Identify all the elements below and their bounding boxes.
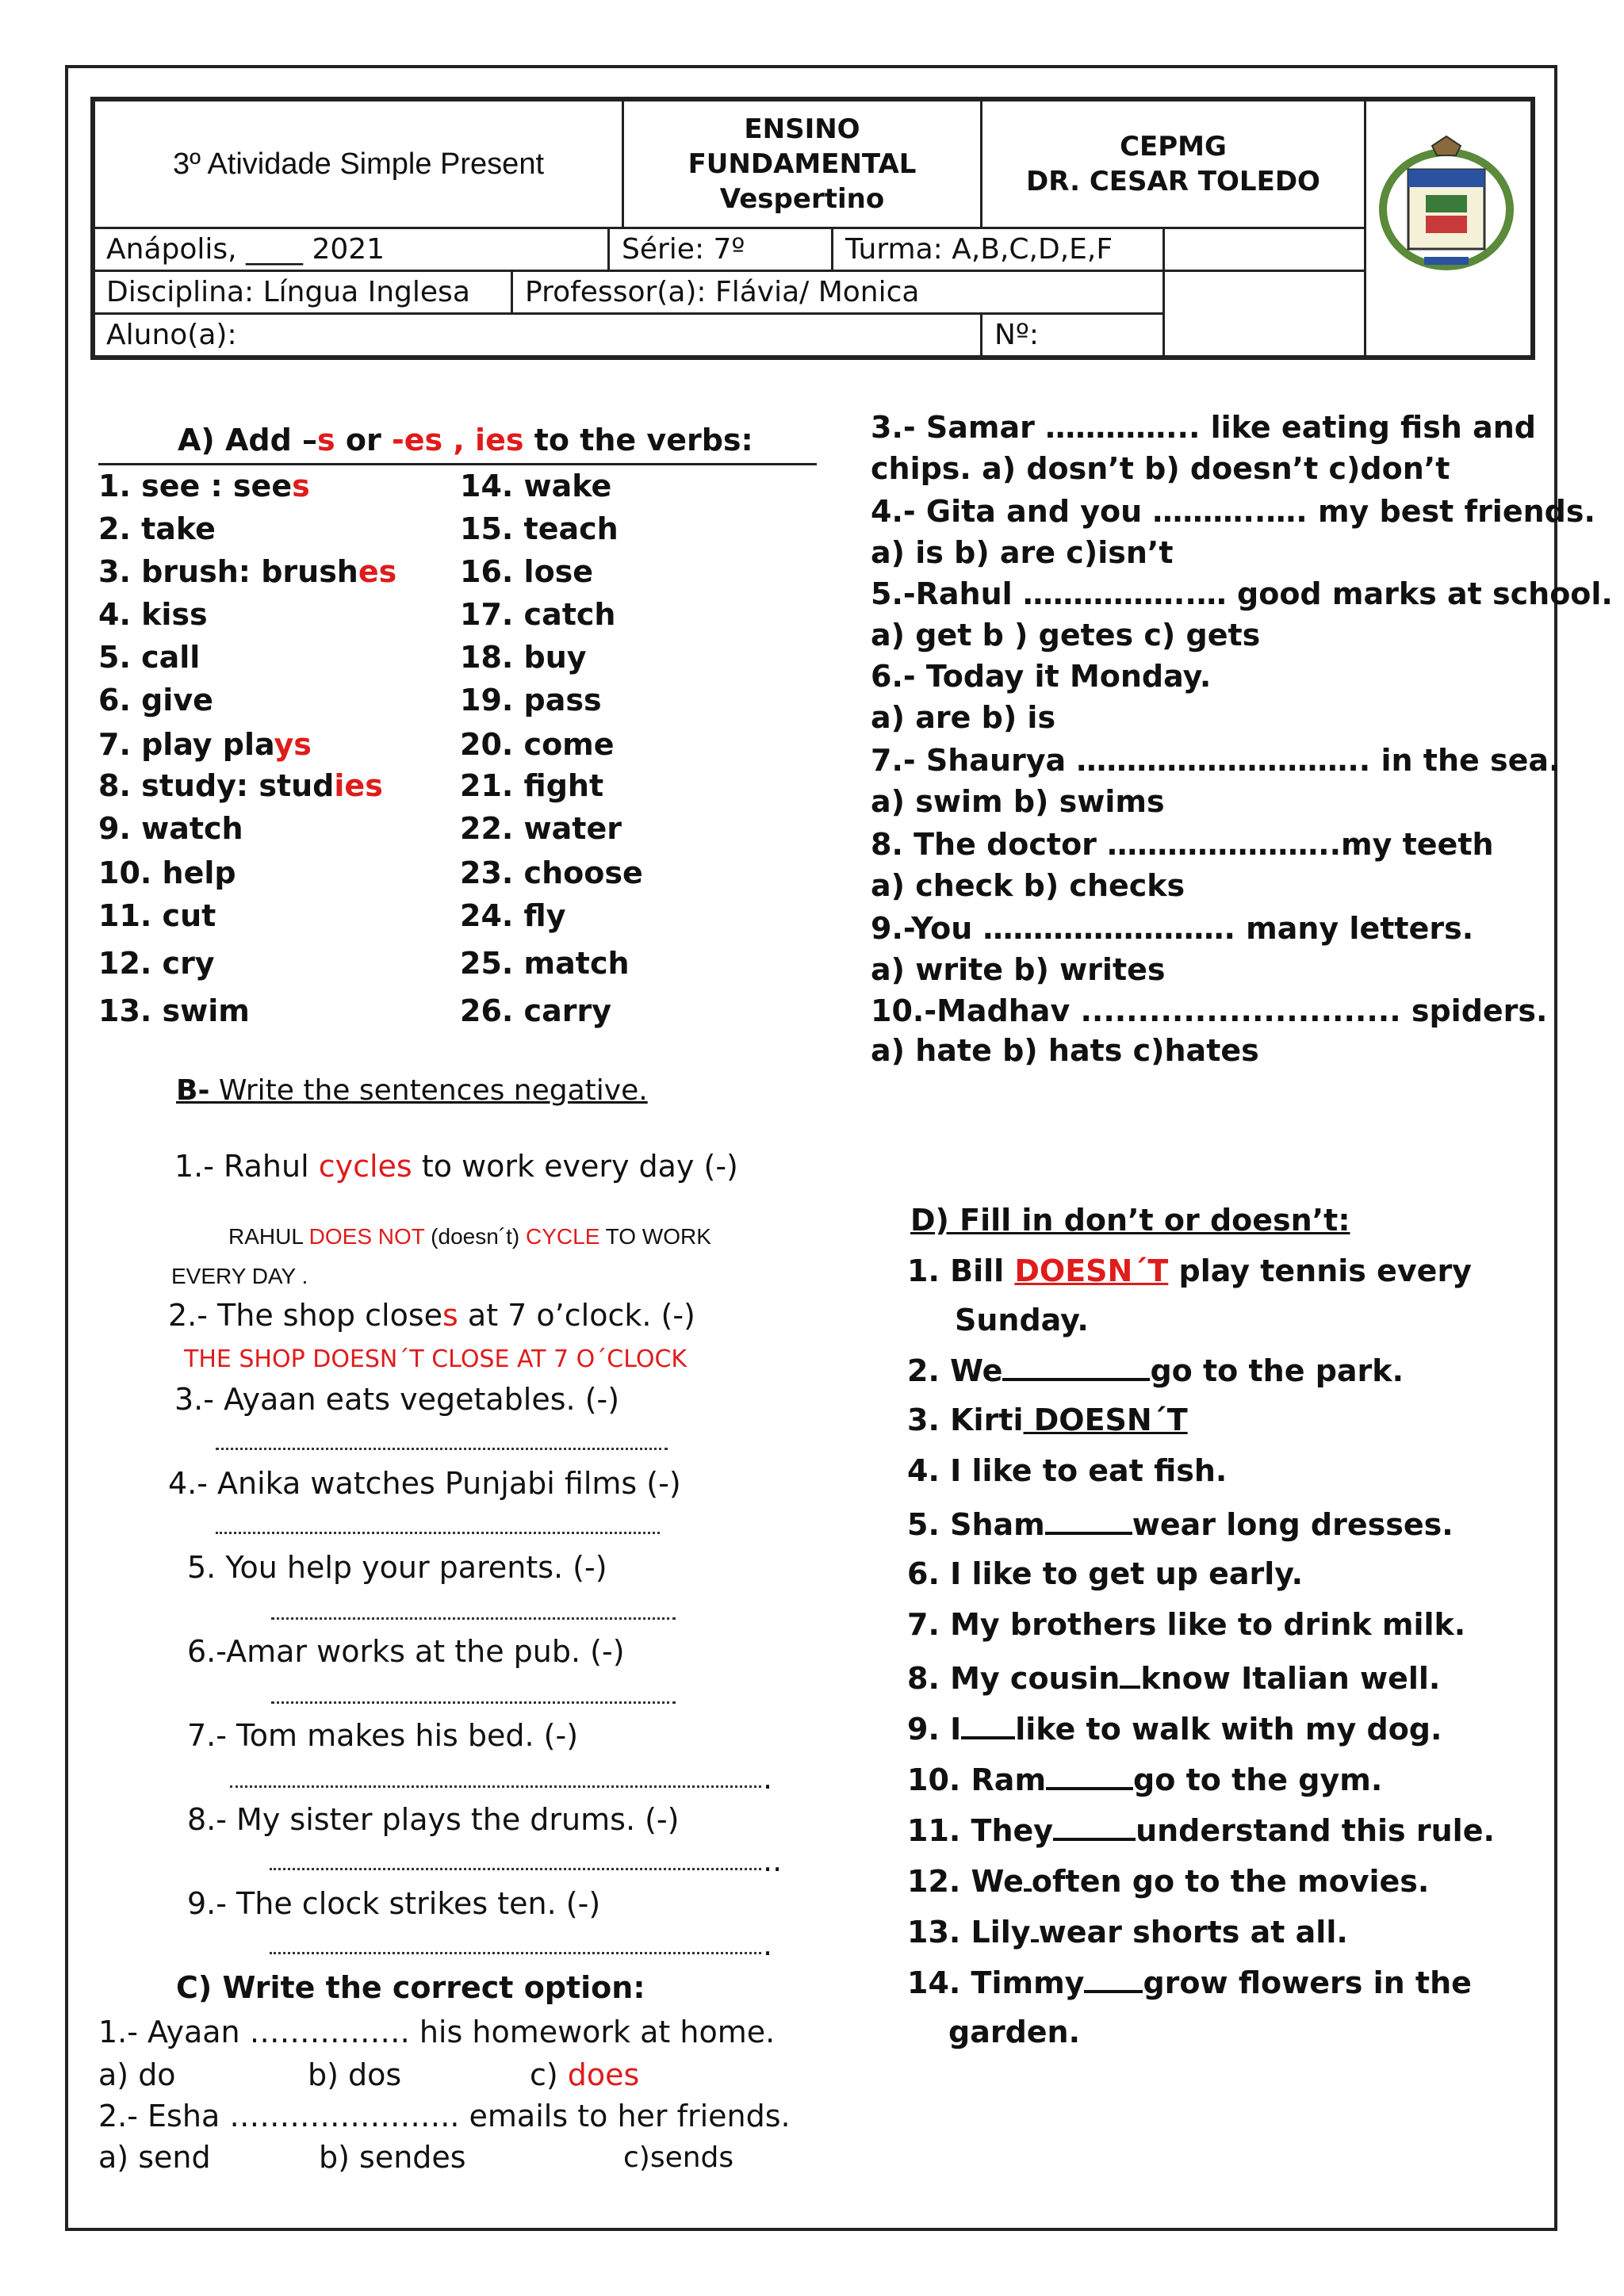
b-question-1: 1.- Rahul cycles to work every day (-) [174, 1149, 738, 1184]
verb-item: 13. swim [98, 993, 250, 1028]
verb-item: 15. teach [460, 511, 619, 546]
c-question-5: 5.-Rahul ……………..… good marks at school. [871, 576, 1613, 611]
d-item-14-line2: garden. [948, 2015, 1081, 2049]
b-answer-1-line2: EVERY DAY . [171, 1264, 308, 1288]
level-line-2: FUNDAMENTAL [688, 148, 917, 180]
verb-item: 26. carry [460, 993, 611, 1028]
verb-item: 21. fight [460, 768, 604, 803]
d-item-13: 13. Lily wear shorts at all. [907, 1915, 1348, 1950]
verb-item: 14. wake [460, 469, 612, 503]
b-answer-4-line[interactable] [216, 1532, 660, 1534]
disciplina: Disciplina: Língua Inglesa [106, 276, 470, 308]
verb-item: 11. cut [98, 898, 216, 933]
b-question-8: 8.- My sister plays the drums. (-) [187, 1802, 680, 1837]
header-table [90, 97, 1535, 360]
verb-item: 3. brush: brushes [98, 554, 397, 589]
answer-blank[interactable] [1024, 1865, 1032, 1892]
verb-item: 22. water [460, 811, 622, 846]
verb-item: 20. come [460, 727, 615, 762]
d-item-8: 8. My cousin know Italian well. [907, 1661, 1441, 1696]
b-answer-8-line[interactable] [270, 1868, 761, 1870]
answer-blank[interactable] [1031, 1915, 1039, 1942]
section-a-title: A) Add –s or -es , ies to the verbs: [178, 423, 753, 457]
d-item-10: 10. Ram go to the gym. [907, 1762, 1383, 1797]
level-line-3: Vespertino [719, 183, 885, 215]
c-q1-option-a[interactable]: a) do [98, 2057, 176, 2092]
answer-blank[interactable] [1045, 1508, 1132, 1535]
verb-item: 4. kiss [98, 597, 208, 632]
d-item-9: 9. I like to walk with my dog. [907, 1712, 1442, 1747]
c-q9-options[interactable]: a) write b) writes [871, 952, 1166, 987]
turma: Turma: A,B,C,D,E,F [845, 233, 1113, 266]
answer-blank[interactable] [961, 1712, 1015, 1739]
section-b-title: B- Write the sentences negative. [176, 1074, 648, 1107]
level-line-1: ENSINO [744, 113, 860, 145]
b-answer-7-end: . [763, 1761, 773, 1796]
b-answer-3-line[interactable] [216, 1448, 668, 1450]
d-item-12: 12. We often go to the movies. [907, 1864, 1430, 1899]
professor: Professor(a): Flávia/ Monica [525, 276, 920, 308]
verb-item: 9. watch [98, 811, 243, 846]
c-q8-options[interactable]: a) check b) checks [871, 868, 1185, 903]
school-line-1: CEPMG [1120, 131, 1227, 163]
d-item-11: 11. They understand this rule. [907, 1813, 1495, 1848]
verb-item: 8. study: studies [98, 768, 383, 803]
d-item-1-line2: Sunday. [955, 1303, 1089, 1337]
b-answer-9-line[interactable] [270, 1952, 761, 1954]
verb-item: 12. cry [98, 946, 215, 981]
c-q7-options[interactable]: a) swim b) swims [871, 784, 1165, 819]
b-question-5: 5. You help your parents. (-) [187, 1550, 607, 1585]
verb-item: 18. buy [460, 640, 587, 675]
c-question-3: 3.- Samar …………... like eating fish and [871, 410, 1536, 445]
b-question-3: 3.- Ayaan eats vegetables. (-) [174, 1382, 620, 1417]
d-item-7: 7. My brothers like to drink milk. [907, 1607, 1466, 1642]
section-d-title: D) Fill in don’t or doesn’t: [910, 1203, 1350, 1238]
numero-field[interactable]: Nº: [994, 319, 1040, 351]
verb-item: 2. take [98, 511, 216, 546]
school-line-2: DR. CESAR TOLEDO [1026, 166, 1320, 197]
aluno-field[interactable]: Aluno(a): [106, 319, 237, 351]
b-question-7: 7.- Tom makes his bed. (-) [187, 1718, 579, 1753]
c-q4-options[interactable]: a) is b) are c)isn’t [871, 535, 1174, 570]
c-question-8: 8. The doctor …………………..my teeth [871, 827, 1494, 862]
verb-item: 5. call [98, 640, 201, 675]
c-q5-options[interactable]: a) get b ) getes c) gets [871, 618, 1261, 652]
b-answer-2: THE SHOP DOESN´T CLOSE AT 7 O´CLOCK [184, 1345, 688, 1373]
b-question-6: 6.-Amar works at the pub. (-) [187, 1634, 625, 1669]
verb-item: 10. help [98, 855, 236, 890]
b-answer-1: RAHUL DOES NOT (doesn´t) CYCLE TO WORK [228, 1224, 711, 1249]
answer-blank[interactable] [1120, 1662, 1140, 1689]
c-q10-options[interactable]: a) hate b) hats c)hates [871, 1033, 1259, 1068]
d-item-3: 3. Kirti DOESN´T [907, 1402, 1188, 1437]
school-block [982, 101, 1364, 227]
section-c-title: C) Write the correct option: [176, 1970, 645, 2005]
verb-item: 17. catch [460, 597, 616, 632]
verb-item: 19. pass [460, 683, 602, 718]
answer-blank[interactable] [1053, 1814, 1136, 1841]
c-question-10: 10.-Madhav ............................ spiders. [871, 993, 1548, 1028]
verb-item: 7. play plays [98, 727, 312, 762]
d-item-5: 5. Sham wear long dresses. [907, 1507, 1454, 1542]
b-answer-7-line[interactable] [230, 1785, 761, 1788]
b-answer-6-line[interactable] [271, 1701, 676, 1704]
c-q3-options[interactable]: chips. a) dosn’t b) doesn’t c)don’t [871, 451, 1450, 486]
c-question-9: 9.-You ……………………. many letters. [871, 911, 1474, 946]
verb-item: 6. give [98, 683, 213, 718]
c-q6-options[interactable]: a) are b) is [871, 700, 1056, 735]
answer-blank[interactable] [1046, 1763, 1133, 1790]
verb-item: 23. choose [460, 855, 643, 890]
c-q1-option-b[interactable]: b) dos [308, 2057, 402, 2092]
c-question-4: 4.- Gita and you ………..…. my best friends. [871, 494, 1595, 529]
d-item-4: 4. I like to eat fish. [907, 1453, 1228, 1488]
b-question-2: 2.- The shop closes at 7 o’clock. (-) [168, 1298, 695, 1333]
c-q2-option-a[interactable]: a) send [98, 2140, 211, 2175]
school-crest-icon [1377, 130, 1516, 273]
c-q2-option-b[interactable]: b) sendes [319, 2140, 466, 2175]
answer-blank[interactable] [1084, 1966, 1143, 1993]
d-item-14: 14. Timmy grow flowers in the [907, 1965, 1472, 2000]
c-question-2: 2.- Esha ………………….. emails to her friends. [98, 2099, 791, 2133]
d-item-2: 2. We go to the park. [907, 1353, 1404, 1388]
c-question-1: 1.- Ayaan ……………. his homework at home. [98, 2015, 776, 2049]
level-block [624, 101, 980, 227]
verb-item: 25. match [460, 946, 630, 981]
c-q2-option-c[interactable]: c)sends [623, 2141, 734, 2174]
d-item-1: 1. Bill DOESN´T play tennis every [907, 1253, 1472, 1288]
verb-item: 1. see : sees [98, 469, 310, 503]
b-answer-5-line[interactable] [271, 1617, 676, 1620]
d-item-6: 6. I like to get up early. [907, 1556, 1304, 1591]
section-a-rule [98, 463, 817, 465]
c-q1-option-c[interactable]: c) does [530, 2057, 640, 2092]
c-question-6: 6.- Today it Monday. [871, 659, 1212, 694]
b-answer-9-end: . [763, 1927, 773, 1962]
serie: Série: 7º [622, 233, 745, 266]
verb-item: 16. lose [460, 554, 594, 589]
b-question-4: 4.- Anika watches Punjabi films (-) [168, 1466, 681, 1501]
city-date: Anápolis, ____ 2021 [106, 233, 385, 266]
activity-title: 3º Atividade Simple Present [172, 147, 545, 181]
verb-item: 24. fly [460, 898, 566, 933]
b-answer-8-end: .. [763, 1843, 783, 1878]
answer-blank[interactable] [1002, 1354, 1150, 1381]
c-question-7: 7.- Shaurya ……………………….. in the sea. [871, 743, 1561, 778]
b-question-9: 9.- The clock strikes ten. (-) [187, 1886, 601, 1921]
